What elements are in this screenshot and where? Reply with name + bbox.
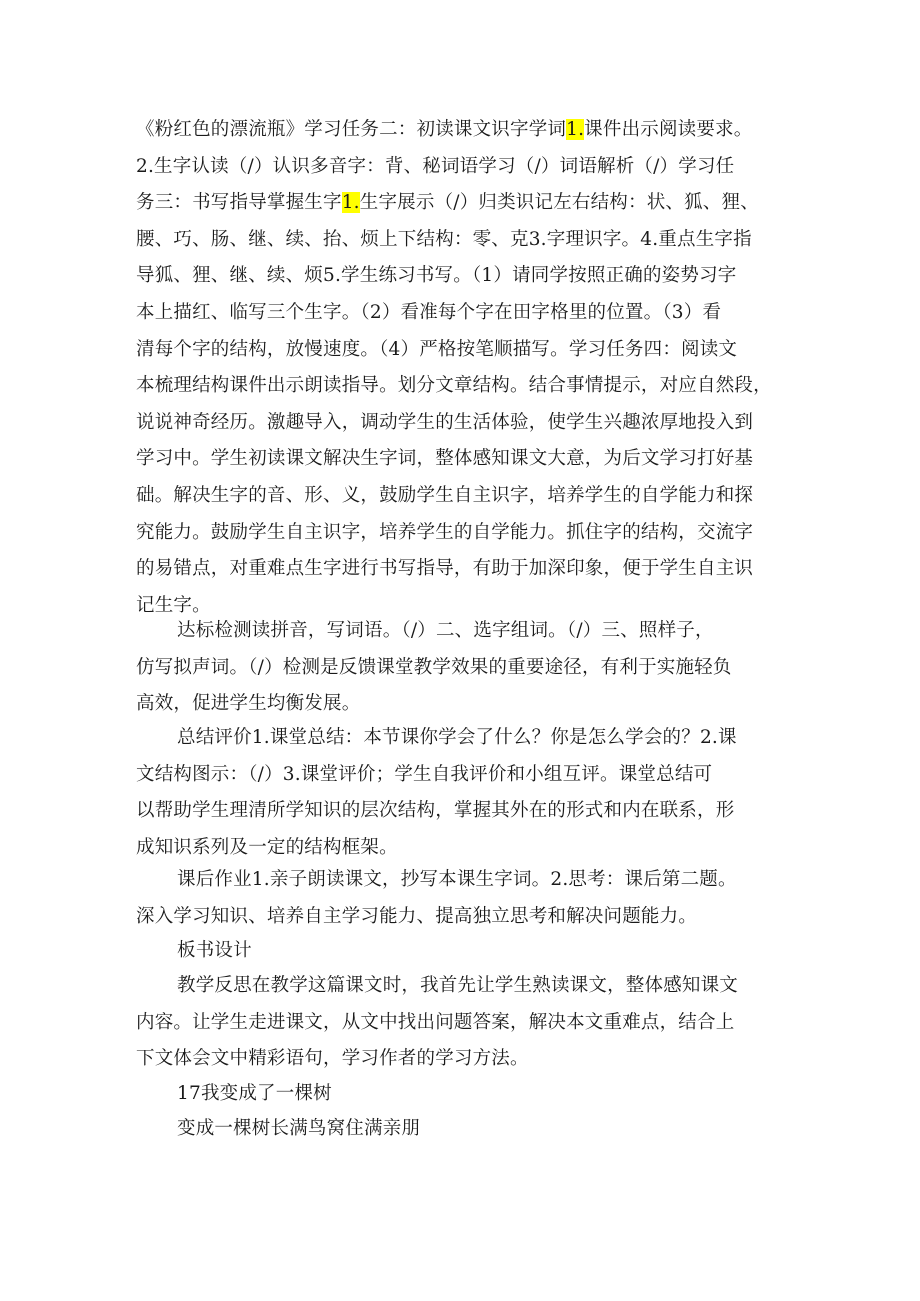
- text-line: 的易错点，对重难点生字进行书写指导，有助于加深印象，便于学生自主识: [136, 558, 754, 580]
- paragraph-lesson-tasks: [136, 112, 796, 624]
- text-line: 总结评价1.课堂总结：本节课你学会了什么？你是怎么学会的？2.课: [177, 727, 737, 748]
- text-line: 础。解决生字的音、形、义，鼓励学生自主识字，培养学生的自学能力和探: [136, 484, 754, 506]
- text-line: 成知识系列及一定的结构框架。: [136, 836, 398, 858]
- text-line: 本梳理结构课件出示朗读指导。划分文章结构。结合事情提示，对应自然段，: [136, 375, 772, 397]
- paragraph-reflection: [136, 968, 796, 1078]
- text-line: 仿写拟声词。（/）检测是反馈课堂教学效果的重要途径，有利于实施轻负: [136, 656, 732, 678]
- text-line: 本上描红、临写三个生字。（2）看准每个字在田字格里的位置。（3）看: [136, 301, 722, 323]
- paragraph-board-content: [136, 1111, 796, 1148]
- highlighted-number: 1.: [341, 192, 360, 214]
- paragraph-homework: [136, 862, 796, 935]
- paragraph-assessment: [136, 613, 796, 723]
- text-line: 板书设计: [177, 940, 252, 961]
- text-line: 2.生字认读（/）认识多音字：背、秘词语学习（/）词语解析（/）学习任: [136, 155, 735, 177]
- text-line: 教学反思在教学这篇课文时，我首先让学生熟读课文，整体感知课文: [177, 975, 739, 996]
- paragraph-board-design: [136, 933, 796, 970]
- text-line: 深入学习知识、培养自主学习能力、提高独立思考和解决问题能力。: [136, 905, 698, 927]
- text-line: 高效，促进学生均衡发展。: [136, 693, 361, 715]
- text-line: 究能力。鼓励学生自主识字，培养学生的自学能力。抓住字的结构，交流字: [136, 521, 754, 543]
- text-line: 文结构图示：（/）3.课堂评价；学生自我评价和小组互评。课堂总结可: [136, 763, 713, 785]
- paragraph-summary: [136, 720, 796, 866]
- text-line: 学习中。学生初读课文解决生字词，整体感知课文大意，为后文学习打好基: [136, 448, 754, 470]
- text-line: 腰、巧、肠、继、续、抬、烦上下结构：零、克3.字理识字。4.重点生字指: [136, 228, 752, 250]
- text-line: 达标检测读拼音，写词语。（/）二、选字组词。（/）三、照样子，: [177, 620, 714, 641]
- text-line: 课后作业1.亲子朗读课文，抄写本课生字词。2.思考：课后第二题。: [177, 869, 737, 890]
- text-line: 17我变成了一棵树: [177, 1083, 332, 1104]
- text-line: 导狐、狸、继、续、烦5.学生练习书写。（1）请同学按照正确的姿势习字: [136, 265, 737, 287]
- paragraph-lesson-title: [136, 1076, 796, 1113]
- text-line: 以帮助学生理清所学知识的层次结构，掌握其外在的形式和内在联系，形: [136, 800, 735, 822]
- text-line: 下文体会文中精彩语句，学习作者的学习方法。: [136, 1048, 529, 1070]
- text-line: 《粉红色的漂流瓶》学习任务二：初读课文识字学词1.课件出示阅读要求。: [136, 119, 753, 140]
- text-line: 说说神奇经历。激趣导入，调动学生的生活体验，使学生兴趣浓厚地投入到: [136, 411, 754, 433]
- text-line: 清每个字的结构，放慢速度。（4）严格按笔顺描写。学习任务四：阅读文: [136, 338, 738, 360]
- text-line: 内容。让学生走进课文，从文中找出问题答案，解决本文重难点，结合上: [136, 1011, 735, 1033]
- text-line: 变成一棵树长满鸟窝住满亲朋: [177, 1118, 421, 1139]
- text-line: 记生字。: [136, 594, 211, 616]
- highlighted-number: 1.: [566, 119, 585, 140]
- text-line: 务三：书写指导掌握生字1.生字展示（/）归类识记左右结构：状、狐、狸、: [136, 192, 759, 214]
